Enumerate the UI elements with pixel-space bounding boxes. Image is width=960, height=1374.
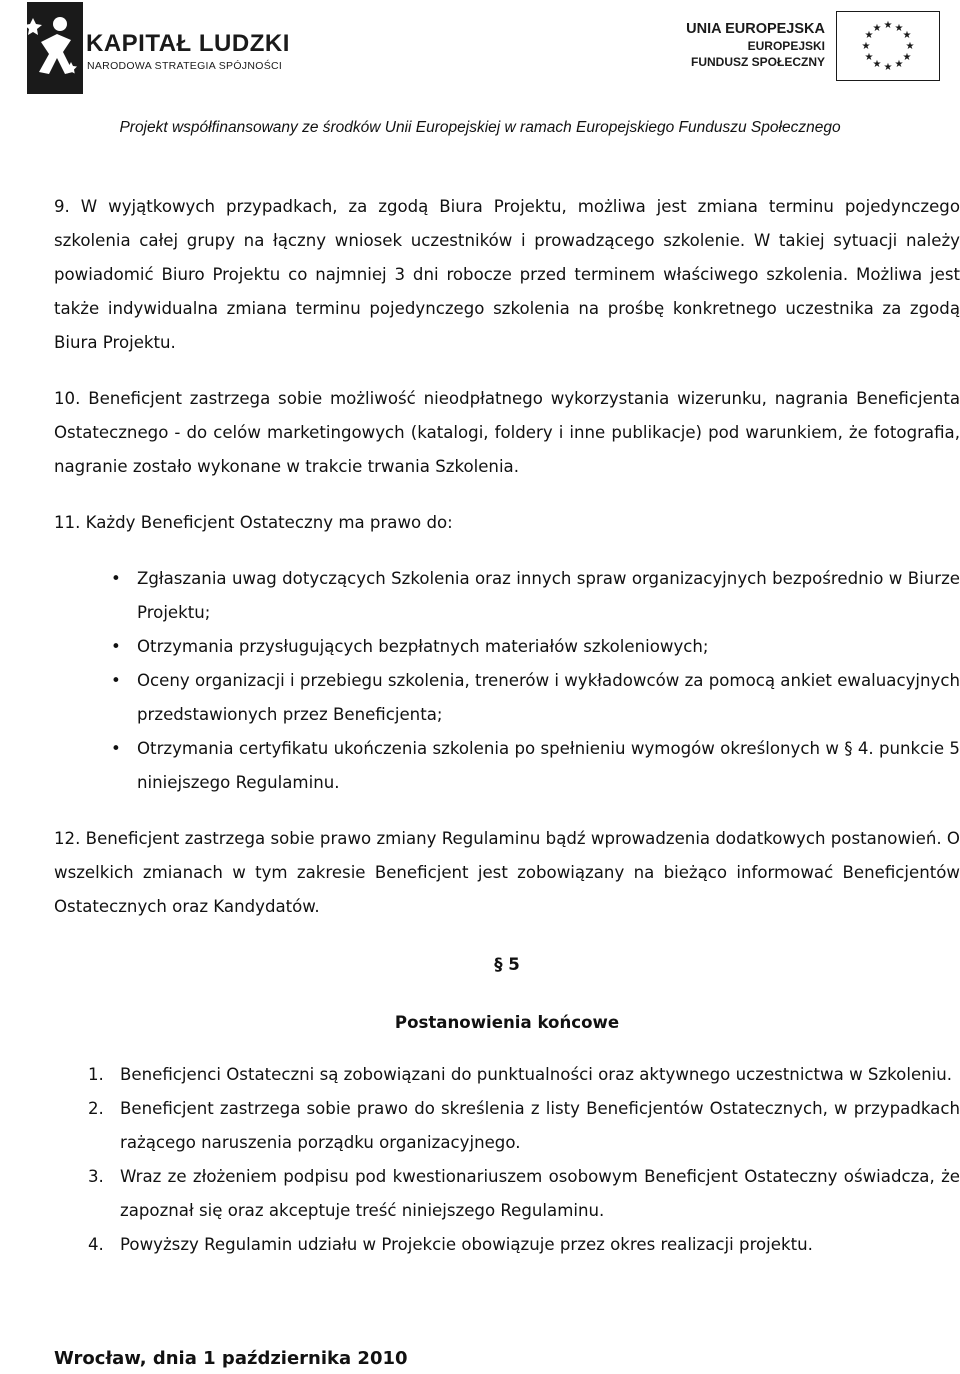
list-item-number: 4. bbox=[88, 1235, 104, 1254]
bullet-icon: • bbox=[111, 637, 121, 656]
list-item-number: 1. bbox=[88, 1065, 104, 1084]
svg-text:★: ★ bbox=[872, 59, 882, 70]
list-item bbox=[88, 1092, 960, 1160]
final-provisions-list bbox=[54, 1058, 960, 1262]
list-item bbox=[88, 1058, 960, 1092]
svg-text:★: ★ bbox=[902, 30, 912, 41]
list-item-text: Zgłaszania uwag dotyczących Szkolenia oraz innych spraw organizacyjnych bezpośrednio w Biurze Projektu; bbox=[137, 569, 960, 622]
list-item-number: 3. bbox=[88, 1167, 104, 1186]
paragraph-12: 12. Beneficjent zastrzega sobie prawo zmiany Regulaminu bądź wprowadzenia dodatkowych postanowień. O wszelkich zmianach w tym zakresie Beneficjent jest zobowiązany na bieżąco informować Beneficjentów Ostatecznych oraz Kandydatów. bbox=[54, 829, 960, 916]
header-tagline: Projekt współfinansowany ze środków Unii Europejskiej w ramach Europejskiego Funduszu Społecznego bbox=[119, 119, 841, 136]
bullet-icon: • bbox=[111, 569, 121, 588]
section-number: § 5 bbox=[494, 955, 520, 974]
list-item-text: Wraz ze złożeniem podpisu pod kwestionariuszem osobowym Beneficjent Ostateczny oświadcza, że zapoznał się oraz akceptuje treść niniejszego Regulaminu. bbox=[120, 1167, 960, 1220]
list-item bbox=[88, 1228, 960, 1262]
svg-text:★: ★ bbox=[861, 41, 871, 52]
eu-flag-icon bbox=[836, 11, 940, 81]
paragraph-10: 10. Beneficjent zastrzega sobie możliwość nieodpłatnego wykorzystania wizerunku, nagrania Beneficjenta Ostatecznego - do celów marketingowych (katalogi, foldery i inne publikacje) pod warunkiem, że fotografia, nagranie zostało wykonane w trakcie trwania Szkolenia. bbox=[54, 389, 960, 476]
document-body bbox=[54, 190, 960, 1262]
bullet-icon: • bbox=[111, 671, 121, 690]
list-item bbox=[111, 562, 960, 630]
list-item-text: Otrzymania przysługujących bezpłatnych materiałów szkoleniowych; bbox=[137, 637, 709, 656]
list-item bbox=[111, 664, 960, 732]
svg-text:★: ★ bbox=[872, 23, 882, 34]
page-header bbox=[0, 0, 960, 150]
eu-logo-text bbox=[686, 20, 825, 70]
eu-logo-line2: EUROPEJSKI bbox=[747, 39, 825, 53]
list-item bbox=[111, 630, 960, 664]
list-item bbox=[111, 732, 960, 800]
paragraph-11: 11. Każdy Beneficjent Ostateczny ma prawo do: bbox=[54, 513, 453, 532]
list-item-text: Powyższy Regulamin udziału w Projekcie obowiązuje przez okres realizacji projektu. bbox=[120, 1235, 813, 1254]
rights-bullet-list bbox=[54, 562, 960, 800]
svg-text:★: ★ bbox=[883, 62, 893, 73]
list-item-text: Oceny organizacji i przebiegu szkolenia, trenerów i wykładowców za pomocą ankiet ewaluacyjnych przedstawionych przez Beneficjenta; bbox=[137, 671, 960, 724]
list-item-text: Otrzymania certyfikatu ukończenia szkolenia po spełnieniu wymogów określonych w § 4. punkcie 5 niniejszego Regulaminu. bbox=[137, 739, 960, 792]
paragraph-9: 9. W wyjątkowych przypadkach, za zgodą Biura Projektu, możliwa jest zmiana terminu pojedynczego szkolenia całej grupy na łączny wniosek uczestników i prowadzącego szkolenie. W takiej sytuacji należy powiadomić Biuro Projektu co najmniej 3 dni robocze przed terminem właściwego szkolenia. Możliwa jest także indywidualna zmiana terminu pojedynczego szkolenia na prośbę konkretnego uczestnika za zgodą Biura Projektu. bbox=[54, 197, 960, 352]
list-item bbox=[88, 1160, 960, 1228]
list-item-number: 2. bbox=[88, 1099, 104, 1118]
section-title: Postanowienia końcowe bbox=[394, 1013, 620, 1032]
left-logo-subtitle: NARODOWA STRATEGIA SPÓJNOŚCI bbox=[87, 60, 283, 72]
svg-text:★: ★ bbox=[902, 52, 912, 63]
kapital-ludzki-emblem bbox=[27, 2, 83, 94]
list-item-text: Beneficjent zastrzega sobie prawo do skreślenia z listy Beneficjentów Ostatecznych, w przypadkach rażącego naruszenia porządku organizacyjnego. bbox=[120, 1099, 960, 1152]
list-item-text: Beneficjenci Ostateczni są zobowiązani do punktualności oraz aktywnego uczestnictwa w Szkoleniu. bbox=[120, 1065, 953, 1084]
bullet-icon: • bbox=[111, 739, 121, 758]
eu-logo-line1: UNIA EUROPEJSKA bbox=[686, 21, 825, 37]
svg-text:★: ★ bbox=[894, 59, 904, 70]
svg-text:★: ★ bbox=[864, 52, 874, 63]
svg-text:★: ★ bbox=[905, 41, 915, 52]
svg-text:★: ★ bbox=[894, 23, 904, 34]
svg-text:★: ★ bbox=[864, 30, 874, 41]
svg-text:★: ★ bbox=[883, 20, 893, 31]
eu-logo-line3: FUNDUSZ SPOŁECZNY bbox=[690, 55, 825, 69]
left-logo-title: KAPITAŁ LUDZKI bbox=[86, 30, 290, 57]
date-line: Wrocław, dnia 1 października 2010 bbox=[54, 1348, 408, 1369]
